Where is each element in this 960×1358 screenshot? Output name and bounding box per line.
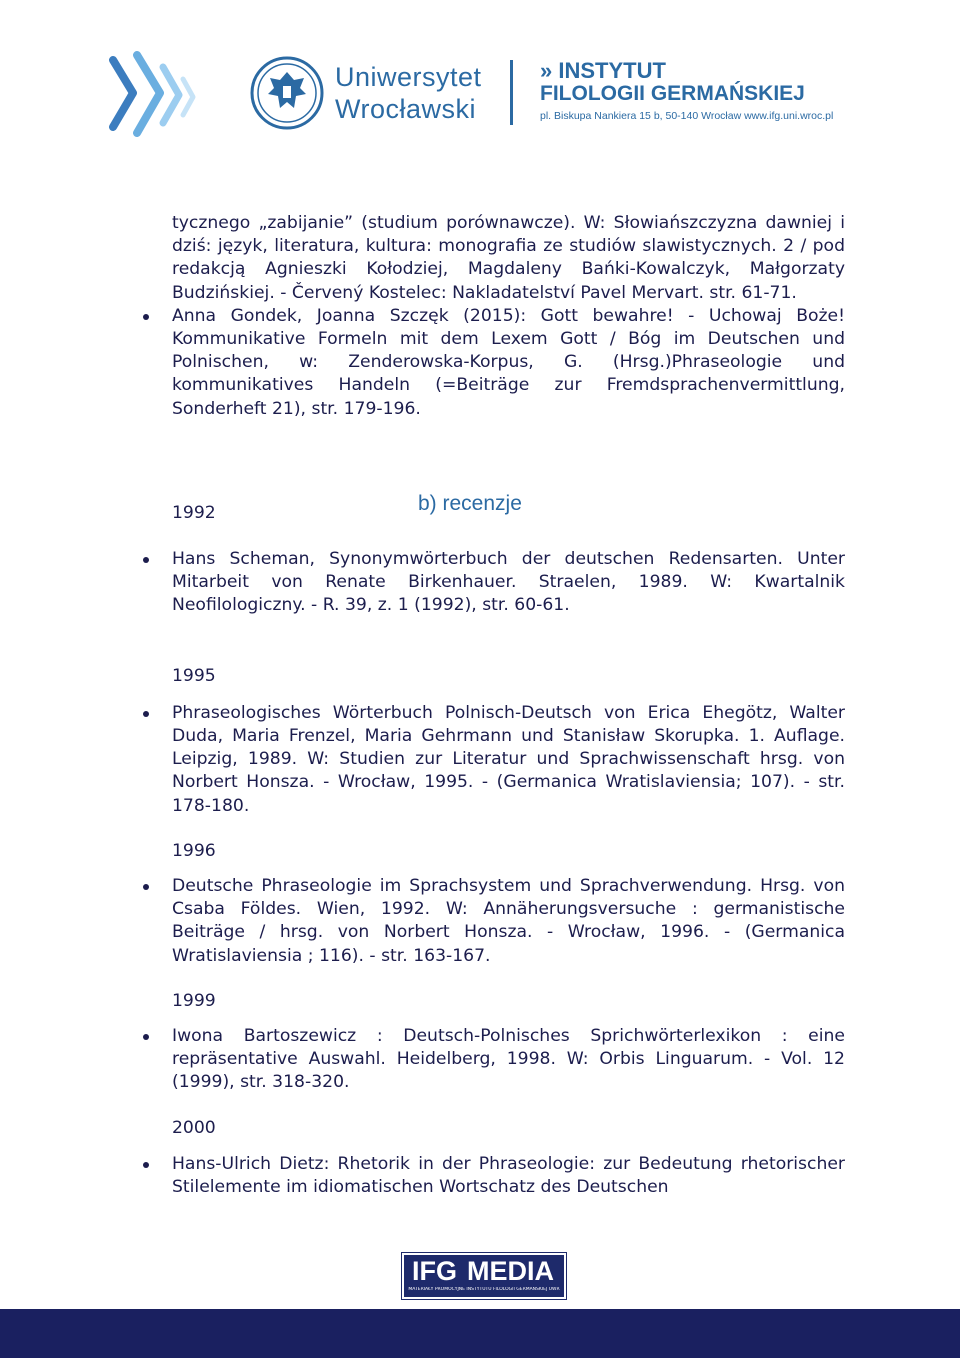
logo-ifg-text: IFG [412,1256,457,1286]
footer-bar [0,1309,960,1358]
spacer [172,618,845,665]
university-name-line2: Wrocławski [335,94,477,124]
list-item-gondek: Anna Gondek, Joanna Szczęk (2015): Gott bewahre! - Uchowaj Boże! Kommunikative Formeln mit dem Lexem Gott / Bóg im Deutschen und Polnischen, w: Zenderowska-Korpus, G. (Hrsg.)Phraseologie und kommunikatives Handeln (=Beiträge zur Fremdsprachenvermittlung, Sonderheft 21), str. 179-196. [172,305,845,421]
spacer [172,525,845,548]
review-item-1999: Iwona Bartoszewicz : Deutsch-Polnisches Sprichwörterlexikon : eine repräsentative Auswahl. Heidelberg, 1998. W: Orbis Linguarum. - Vol. 12 (1999), str. 318-320. [172,1025,845,1095]
year-heading-1996: 1996 [172,840,216,861]
review-item-1992: Hans Scheman, Synonymwörterbuch der deutschen Redensarten. Unter Mitarbeit von Renate Birkenhauer. Straelen, 1989. W: Kwartalnik Neofilologiczny. - R. 39, z. 1 (1992), str. 60-61. [172,548,845,618]
spacer [172,863,845,875]
header-divider [510,60,513,125]
spacer [172,1095,845,1117]
ifg-media-logo [402,1253,566,1299]
spacer [172,1140,845,1153]
spacer [172,688,845,702]
spacer [172,968,845,990]
year-heading-2000: 2000 [172,1117,216,1138]
chevron-decoration-icon [105,45,215,145]
spacer [172,421,845,502]
institute-name: FILOLOGII GERMAŃSKIEJ [540,82,805,105]
continued-entry-text: tycznego „zabijanie” (studium porównawcze). W: Słowiańszczyzna dawniej i dziś: język, literatura, kultura: monografia ze studiów slawistycznych. 2 / pod redakcją Agnieszki Kołodziej, Magdaleny Bańki-Kowalczyk, Małgorzaty Budzińskiej. - Červený Kostelec: Nakladatelství Pavel Mervart. str. 61-71. [172,213,845,303]
main-content [172,212,845,1199]
institute-address: pl. Biskupa Nankiera 15 b, 50-140 Wrocław www.ifg.uni.wroc.pl [540,110,834,122]
year-heading-1999: 1999 [172,990,216,1011]
spacer [172,1013,845,1025]
year-heading-1995: 1995 [172,665,216,686]
logo-media-text: MEDIA [467,1256,554,1286]
section-title-recenzje: b) recenzje [418,492,522,515]
year-heading-1992: 1992 [172,502,216,523]
university-seal-icon [250,56,324,130]
review-item-1996: Deutsche Phraseologie im Sprachsystem und Sprachverwendung. Hrsg. von Csaba Földes. Wien, 1992. W: Annäherungsversuche : germanistische Beiträge / hrsg. von Norbert Honsza. - Wrocław, 1996. - (Germanica Wratislaviensia ; 116). - str. 163-167. [172,875,845,968]
university-name-line1: Uniwersytet [335,62,482,92]
institute-label: » INSTYTUT [540,58,666,83]
review-item-2000: Hans-Ulrich Dietz: Rhetorik in der Phraseologie: zur Bedeutung rhetorischer Stilelemente im idiomatischen Wortschatz des Deutschen [172,1153,845,1199]
review-item-1995: Phraseologisches Wörterbuch Polnisch-Deutsch von Erica Ehegötz, Walter Duda, Maria Frenzel, Maria Gehrmann und Stanisław Skorupka. 1. Auflage. Leipzig, 1989. W: Studien zur Literatur und Sprachwissenschaft hrsg. von Norbert Honsza. - Wrocław, 1995. - (Germanica Wratislaviensia; 107). - str. 178-180. [172,702,845,818]
page-header [0,0,960,170]
logo-subtitle: MATERIAŁY PROMOCYJNE INSTYTUTU FILOLOGII GERMAŃSKIEJ UWR [408,1287,560,1292]
spacer [172,818,845,840]
